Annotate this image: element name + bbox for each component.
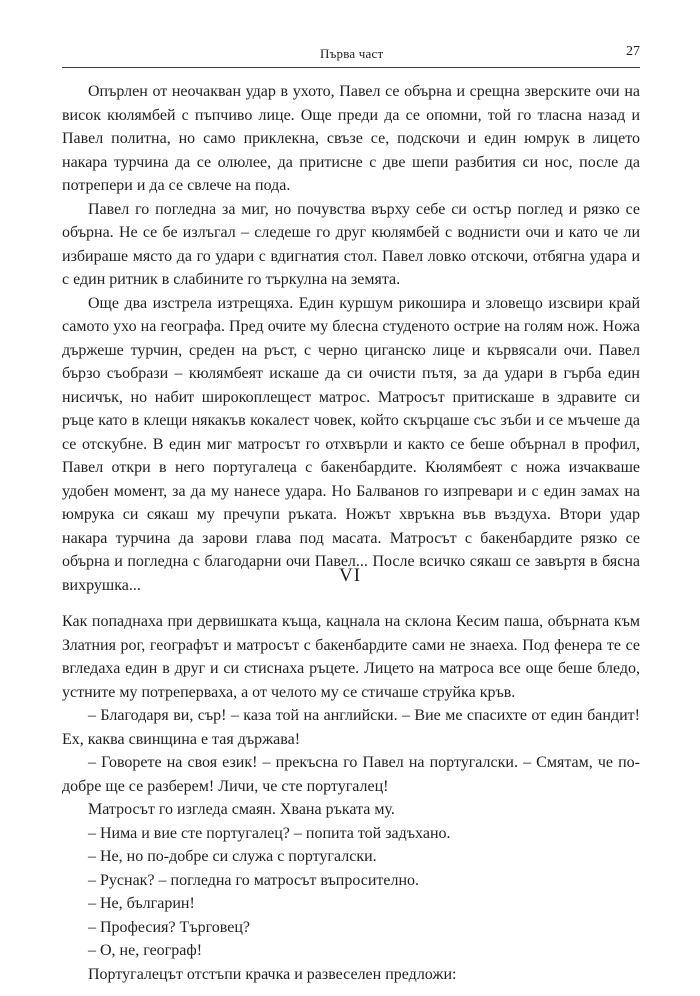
paragraph: Павел го погледна за миг, но почувства върху себе си остър поглед и рязко се обърна. Не се бе излъгал – следеше го друг кюлямбей с воднисти очи и като че ли избираше място да го удари с вдигнатия стол. Павел ловко отскочи, отбягна удара и с един ритник в слабините го търкулна на земята. xyxy=(62,200,640,288)
page-number: 27 xyxy=(626,44,640,59)
dialogue-line: – Нима и вие сте португалец? – попита той задъхано. xyxy=(88,824,451,842)
running-header xyxy=(62,46,640,66)
dialogue-line: – Благодаря ви, сър! – каза той на английски. – Вие ме спасихте от един бандит! Ех, каква свинщина е тая държава! xyxy=(62,707,640,748)
section-2-text xyxy=(62,610,640,986)
chapter-heading: VI xyxy=(338,565,362,586)
dialogue-line: – Руснак? – погледна го матросът въпросително. xyxy=(88,871,420,889)
dialogue-line: – Говорете на своя език! – прекъсна го Павел на португалски. – Смятам, че по-добре ще се разберем! Личи, че сте португалец! xyxy=(62,754,640,795)
dialogue-line: – Не, но по-добре си служа с португалски. xyxy=(88,848,377,865)
paragraph: Опърлен от неочакван удар в ухото, Павел се обърна и срещна зверските очи на висок кюлямбей с пъпчиво лице. Още преди да се опомни, той го тласна назад и Павел политна, но само приклекна, свъзе се, подскочи и един юмрук в лицето накара турчина да се олюлее, да притисне с две шепи разбития си нос, после да потрепери и да се свлече на пода. xyxy=(62,83,640,194)
section-1-text xyxy=(62,80,640,597)
running-title: Първа част xyxy=(320,46,384,61)
dialogue-line: – Не, българин! xyxy=(88,895,195,912)
dialogue-line: – О, не, географ! xyxy=(88,942,203,959)
paragraph: Още два изстрела изтрещяха. Един куршум рикошира и зловещо изсвири край самото ухо на географа. Пред очите му блесна студеното острие на голям нож. Ножа държеше турчин, среден на ръст, с черно циганско лице и кървясали очи. Павел бързо съобрази – кюлямбеят искаше да си очисти пътя, за да удари в гърба един нисичък, но набит широкоплещест матрос. Матросът притискаше в здравите си ръце като в клещи някакъв кокалест човек, който скърцаше със зъби и се мъчеше да се отскубне. В един миг матросът го отхвърли и както се беше обърнал в профил, Павел откри в него португалеца с бакенбардите. Кюлямбеят с ножа изчакваше удобен момент, за да му нанесе удара. Но Балванов го изпревари и с един замах на юмрука си сякаш му пречупи ръката. Ножът хвръкна във въздуха. Втори удар накара турчина да зарови глава под масата. Матросът с бакенбардите рязко се обърна и погледна с благодарни очи Павел... После всичко сякаш се завъртя в бясна вихрушка... xyxy=(62,294,640,594)
dialogue-line: – Професия? Търговец? xyxy=(88,918,250,936)
paragraph: Как попаднаха при дервишката къща, кацнала на склона Кесим паша, обърната към Златния рог, географът и матросът с бакенбардите сами не знаеха. Под фенера те се вгледаха един в друг и си стиснаха ръцете. Лицето на матроса все още беше бледо, устните му потреперваха, а от челото му се стичаше струйка кръв. xyxy=(62,613,640,701)
header-rule xyxy=(62,67,640,68)
paragraph: Португалецът отстъпи крачка и развеселен предложи: xyxy=(88,965,457,983)
paragraph: Матросът го изгледа смаян. Хвана ръката му. xyxy=(88,801,395,818)
